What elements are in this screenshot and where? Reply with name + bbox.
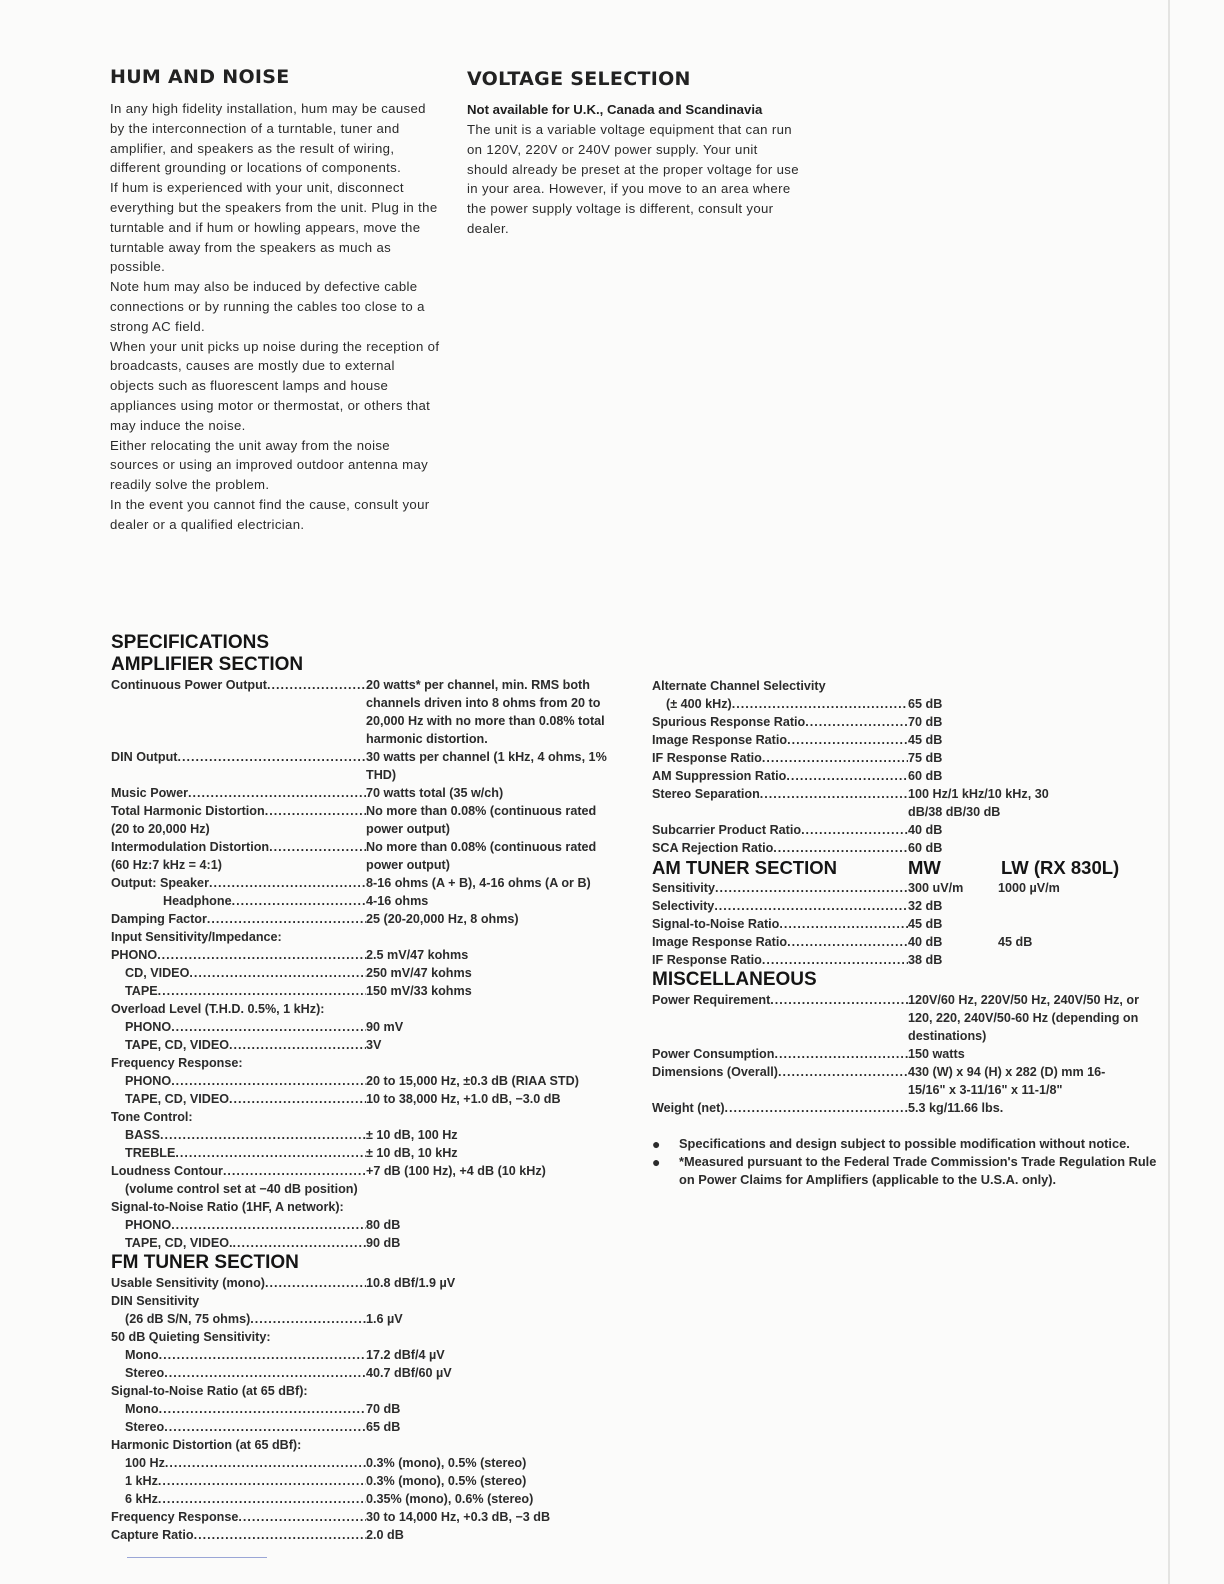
spec-input-cd-video: CD, VIDEO ..... 250 mV/47 kohms bbox=[111, 964, 629, 982]
spec-fm-snr-stereo: Stereo ..... 65 dB bbox=[111, 1418, 629, 1436]
spec-din-sensitivity: (26 dB S/N, 75 ohms) ..... 1.6 µV bbox=[111, 1310, 629, 1328]
am-tuner-section-title: AM TUNER SECTION bbox=[652, 857, 837, 878]
am-col-mw: MW bbox=[908, 857, 941, 878]
spec-overload-heading: Overload Level (T.H.D. 0.5%, 1 kHz): bbox=[111, 1002, 325, 1016]
spec-note: ● *Measured pursuant to the Federal Trade Commission's Trade Regulation Rule on Power Claims for Amplifiers (applicable to the U.S.A. only). bbox=[652, 1154, 1157, 1187]
spec-frequency-tape: TAPE, CD, VIDEO ..... 10 to 38,000 Hz, +1.0 dB, −3.0 dB bbox=[111, 1090, 629, 1108]
spec-fm-frequency-response: Frequency Response ..... 30 to 14,000 Hz, +0.3 dB, −3 dB bbox=[111, 1508, 629, 1526]
spec-bass: BASS ..... ± 10 dB, 100 Hz bbox=[111, 1126, 629, 1144]
spec-snr-phono: PHONO ..... 80 dB bbox=[111, 1216, 629, 1234]
spec-treble: TREBLE ..... ± 10 dB, 10 kHz bbox=[111, 1144, 629, 1162]
spec-loudness-note: (volume control set at −40 dB position) bbox=[125, 1182, 358, 1196]
spec-hd-100hz: 100 Hz ..... 0.3% (mono), 0.5% (stereo) bbox=[111, 1454, 629, 1472]
fm-tuner-section-title: FM TUNER SECTION bbox=[111, 1252, 299, 1273]
am-row: Image Response Ratio ..... 40 dB 45 dB bbox=[652, 933, 1168, 951]
spec-output-speaker: Output: Speaker ..... 8-16 ohms (A + B), 4-16 ohms (A or B) bbox=[111, 874, 629, 892]
am-col-lw: LW (RX 830L) bbox=[1001, 857, 1120, 878]
spec-quieting-stereo: Stereo ..... 40.7 dBf/60 µV bbox=[111, 1364, 629, 1382]
hum-and-noise-section bbox=[110, 66, 442, 535]
spec-dimensions: Dimensions (Overall) ..... 430 (W) x 94 (H) x 282 (D) mm 16-15/16" x 3-11/16" x 11-1/8" bbox=[652, 1063, 1168, 1099]
spec-alternate-selectivity: (± 400 kHz) ..... 65 dB bbox=[652, 695, 1168, 713]
am-tuner-header bbox=[652, 857, 1168, 879]
spec-hd-6khz: 6 kHz ..... 0.35% (mono), 0.6% (stereo) bbox=[111, 1490, 629, 1508]
am-row: Signal-to-Noise Ratio ..... 45 dB bbox=[652, 915, 1168, 933]
voltage-note: Not available for U.K., Canada and Scandinavia bbox=[467, 102, 763, 117]
specifications-title: SPECIFICATIONS bbox=[111, 632, 269, 653]
spec-power-consumption: Power Consumption ..... 150 watts bbox=[652, 1045, 1168, 1063]
hum-paragraph-4: When your unit picks up noise during the reception of broadcasts, causes are mostly due to external objects such as fluorescent lamps and house appliances using motor or thermostat, or others that may induce the noise. bbox=[110, 338, 440, 433]
hum-paragraph-6: In the event you cannot find the cause, consult your dealer or a qualified electrician. bbox=[110, 496, 430, 532]
voltage-title: VOLTAGE SELECTION bbox=[467, 68, 691, 90]
spec-power-requirement: Power Requirement ..... 120V/60 Hz, 220V/50 Hz, 240V/50 Hz, or 120, 220, 240V/50-60 Hz (depending on destinations) bbox=[652, 991, 1168, 1045]
spec-snr-heading: Signal-to-Noise Ratio (1HF, A network): bbox=[111, 1200, 344, 1214]
spec-input-tape: TAPE ..... 150 mV/33 kohms bbox=[111, 982, 629, 1000]
hum-paragraph-5: Either relocating the unit away from the noise sources or using an improved outdoor antenna may readily solve the problem. bbox=[110, 437, 429, 493]
voltage-text: The unit is a variable voltage equipment that can run on 120V, 220V or 240V power supply. Your unit should already be preset at the proper voltage for use in your area. However, if you move to an area where the power supply voltage is different, consult your dealer. bbox=[467, 122, 799, 236]
spec-note: ● Specifications and design subject to possible modification without notice. bbox=[652, 1136, 1130, 1152]
spec-usable-sensitivity: Usable Sensitivity (mono) ..... 10.8 dBf/1.9 µV bbox=[111, 1274, 629, 1292]
spec-spurious: Spurious Response Ratio ..... 70 dB bbox=[652, 713, 1168, 731]
page-edge bbox=[1168, 0, 1170, 1584]
spec-harmonic-heading: Harmonic Distortion (at 65 dBf): bbox=[111, 1438, 302, 1452]
spec-quieting-mono: Mono ..... 17.2 dBf/4 µV bbox=[111, 1346, 629, 1364]
spec-weight: Weight (net) ..... 5.3 kg/11.66 lbs. bbox=[652, 1099, 1168, 1117]
hum-paragraph-1: In any high fidelity installation, hum may be caused by the interconnection of a turntable, tuner and amplifier, and speakers as the result of wiring, different grounding or locations of components. bbox=[110, 101, 426, 176]
spec-continuous-power: Continuous Power Output ..... 20 watts* per channel, min. RMS both channels driven into 8 ohms from 20 to 20,000 Hz with no more than 0.08% total harmonic distortion. bbox=[111, 676, 629, 748]
amplifier-section-title: AMPLIFIER SECTION bbox=[111, 654, 304, 675]
spec-din-output: DIN Output ..... 30 watts per channel (1 kHz, 4 ohms, 1% THD) bbox=[111, 748, 629, 784]
spec-total-harmonic-distortion: Total Harmonic Distortion ..... (20 to 20,000 Hz) No more than 0.08% (continuous rated power output) bbox=[111, 802, 629, 838]
spec-input-sensitivity-heading: Input Sensitivity/Impedance: bbox=[111, 930, 282, 944]
hum-paragraph-2: If hum is experienced with your unit, disconnect everything but the speakers from the unit. Plug in the turntable and if hum or howling appears, move the turntable away from the speakers as much as possible. bbox=[110, 180, 438, 275]
spec-frequency-phono: PHONO ..... 20 to 15,000 Hz, ±0.3 dB (RIAA STD) bbox=[111, 1072, 629, 1090]
spec-intermodulation-distortion: Intermodulation Distortion ..... (60 Hz:7 kHz = 4:1) No more than 0.08% (continuous rated power output) bbox=[111, 838, 629, 874]
specs-right-column bbox=[652, 677, 1168, 1189]
spec-overload-phono: PHONO ..... 90 mV bbox=[111, 1018, 629, 1036]
spec-overload-tape: TAPE, CD, VIDEO ..... 3V bbox=[111, 1036, 629, 1054]
spec-frequency-heading: Frequency Response: bbox=[111, 1056, 243, 1070]
hum-paragraph-3: Note hum may also be induced by defective cable connections or by running the cables too close to a strong AC field. bbox=[110, 279, 425, 334]
spec-alternate-heading: Alternate Channel Selectivity bbox=[652, 679, 826, 693]
spec-capture-ratio: Capture Ratio ..... 2.0 dB bbox=[111, 1526, 629, 1544]
bullet-icon: ● bbox=[652, 1154, 661, 1170]
spec-music-power: Music Power ..... 70 watts total (35 w/ch) bbox=[111, 784, 629, 802]
bullet-icon: ● bbox=[652, 1136, 661, 1152]
specs-left-column bbox=[111, 632, 629, 1544]
miscellaneous-title: MISCELLANEOUS bbox=[652, 969, 817, 990]
voltage-section bbox=[467, 68, 801, 239]
spec-subcarrier: Subcarrier Product Ratio ..... 40 dB bbox=[652, 821, 1168, 839]
spec-din-sensitivity-heading: DIN Sensitivity bbox=[111, 1294, 200, 1308]
spec-loudness: Loudness Contour ..... +7 dB (100 Hz), +4 dB (10 kHz) bbox=[111, 1162, 629, 1180]
spec-output-headphone: Headphone ..... 4-16 ohms bbox=[111, 892, 629, 910]
spec-hd-1khz: 1 kHz ..... 0.3% (mono), 0.5% (stereo) bbox=[111, 1472, 629, 1490]
am-row: Sensitivity ..... 300 uV/m 1000 µV/m bbox=[652, 879, 1168, 897]
hum-title: HUM AND NOISE bbox=[110, 66, 290, 88]
spec-fm-snr-heading: Signal-to-Noise Ratio (at 65 dBf): bbox=[111, 1384, 308, 1398]
am-row: IF Response Ratio ..... 38 dB bbox=[652, 951, 1168, 969]
spec-image-response: Image Response Ratio ..... 45 dB bbox=[652, 731, 1168, 749]
spec-am-suppression: AM Suppression Ratio ..... 60 dB bbox=[652, 767, 1168, 785]
spec-tone-heading: Tone Control: bbox=[111, 1110, 193, 1124]
spec-sca-rejection: SCA Rejection Ratio ..... 60 dB bbox=[652, 839, 1168, 857]
spec-snr-tape: TAPE, CD, VIDEO. ..... 90 dB bbox=[111, 1234, 629, 1252]
spec-input-phono: PHONO ..... 2.5 mV/47 kohms bbox=[111, 946, 629, 964]
spec-if-response: IF Response Ratio ..... 75 dB bbox=[652, 749, 1168, 767]
spec-quieting-heading: 50 dB Quieting Sensitivity: bbox=[111, 1330, 271, 1344]
footer-rule bbox=[127, 1557, 267, 1558]
spec-stereo-separation: Stereo Separation ..... 100 Hz/1 kHz/10 kHz, 30 dB/38 dB/30 dB bbox=[652, 785, 1168, 821]
spec-damping-factor: Damping Factor ..... 25 (20-20,000 Hz, 8 ohms) bbox=[111, 910, 629, 928]
spec-notes bbox=[652, 1135, 1168, 1189]
am-row: Selectivity ..... 32 dB bbox=[652, 897, 1168, 915]
spec-fm-snr-mono: Mono ..... 70 dB bbox=[111, 1400, 629, 1418]
